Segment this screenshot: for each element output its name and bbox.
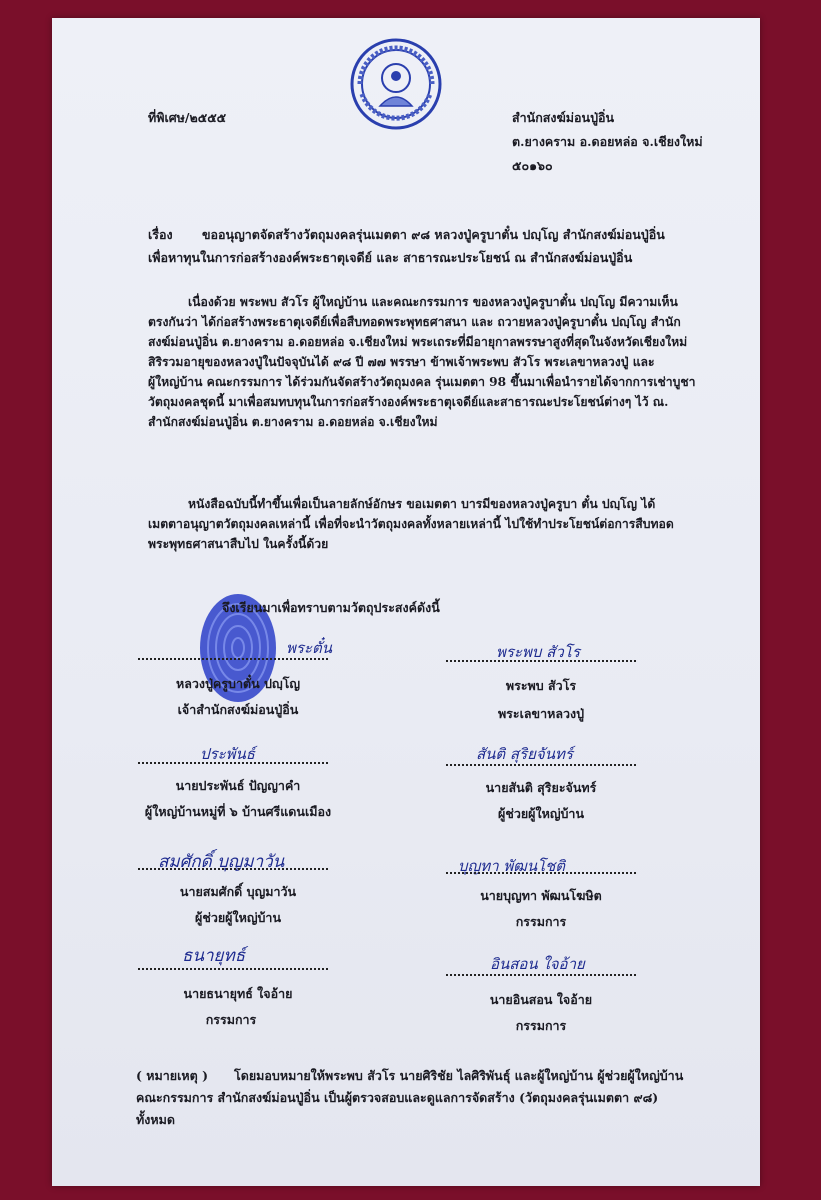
signature-line: [446, 764, 636, 766]
subject-line-1: ขออนุญาตจัดสร้างวัตถุมงคลรุ่นเมตตา ๙๘ หลวงปู่ครูบาตั๋น ปญฺโญ สำนักสงฆ์ม่อนปู่อิ่น: [202, 227, 665, 242]
body-paragraph-2: [148, 494, 674, 554]
paragraph-line: พระพุทธศาสนาสืบไป ในครั้งนี้ด้วย: [148, 537, 329, 551]
signature-4: สันติ สุริยจันทร์: [476, 745, 573, 763]
signature-8: อินสอน ใจอ้าย: [490, 955, 585, 973]
paragraph-line: ตรงกันว่า ได้ก่อสร้างพระธาตุเจดีย์เพื่อสืบทอดพระพุทธศาสนา และ ถวายหลวงปู่ครูบาตั๋น ปญฺโญ สำนัก: [148, 315, 681, 329]
signature-line: [446, 974, 636, 976]
paragraph-line: สำนักสงฆ์ม่อนปู่อิ่น ต.ยางคราม อ.ดอยหล่อ จ.เชียงใหม่: [148, 415, 438, 429]
body-paragraph-1: [148, 292, 695, 432]
signature-6: บุญทา พัฒนโชติ: [458, 857, 566, 875]
signer-title-3: ผู้ใหญ่บ้านหมู่ที่ ๖ บ้านศรีแดนเมือง: [144, 804, 332, 819]
signature-line: [138, 868, 328, 870]
note-line-1: โดยมอบหมายให้พระพบ สัวโร นายศิริชัย ไลศิริพันธุ์ และผู้ใหญ่บ้าน ผู้ช่วยผู้ใหญ่บ้าน: [234, 1068, 684, 1083]
paragraph-line: สงฆ์ม่อนปู่อิ่น ต.ยางคราม อ.ดอยหล่อ จ.เชียงใหม่ พระเถระที่มีอายุกาลพรรษาสูงที่สุดในจังหวัดเชียงใหม่: [148, 335, 688, 349]
closing-line: จึงเรียนมาเพื่อทราบตามวัตถุประสงค์ดังนี้: [222, 600, 440, 615]
signer-title-4: ผู้ช่วยผู้ใหญ่บ้าน: [498, 806, 584, 821]
paragraph-line: เนื่องด้วย พระพบ สัวโร ผู้ใหญ่บ้าน และคณะกรรมการ ของหลวงปู่ครูบาตั๋น ปญฺโญ มีความเห็น: [188, 295, 678, 309]
signature-line: [446, 660, 636, 662]
note-line-2: คณะกรรมการ สำนักสงฆ์ม่อนปู่อิ่น เป็นผู้ตรวจสอบและดูแลการจัดสร้าง (วัตถุมงคลรุ่นเมตตา ๙๘): [136, 1090, 659, 1105]
signature-line: [138, 762, 328, 764]
signer-name-5: นายสมศักดิ์ บุญมาวัน: [179, 884, 297, 899]
note-label: ( หมายเหตุ ): [136, 1068, 208, 1083]
signature-2: พระพบ สัวโร: [496, 643, 580, 661]
signature-5: สมศักดิ์ บุญมาวัน: [158, 852, 285, 872]
signer-title-2: พระเลขาหลวงปู่: [497, 706, 585, 721]
signer-name-3: นายประพันธ์ ปัญญาคำ: [175, 778, 301, 793]
signature-1: พระตั๋น: [286, 639, 332, 657]
paragraph-line: สิริรวมอายุของหลวงปู่ในปัจจุบันได้ ๙๘ ปี ๗๗ พรรษา ข้าพเจ้าพระพบ สัวโร พระเลขาหลวงปู่ และ: [148, 355, 655, 369]
signer-name-4: นายสันติ สุริยะจันทร์: [485, 780, 597, 795]
signer-name-2: พระพบ สัวโร: [505, 678, 577, 693]
office-name: สำนักสงฆ์ม่อนปู่อิ่น: [512, 110, 615, 125]
office-address: ต.ยางคราม อ.ดอยหล่อ จ.เชียงใหม่: [512, 134, 703, 149]
note-line-3: ทั้งหมด: [136, 1112, 175, 1127]
office-postcode: ๕๐๑๖๐: [512, 158, 553, 173]
signer-name-7: นายธนายุทธ์ ใจอ้าย: [183, 986, 293, 1001]
signer-title-8: กรรมการ: [515, 1018, 567, 1033]
reference-number: ที่พิเศษ/๒๕๕๕: [148, 110, 227, 125]
signer-name-6: นายบุญทา พัฒนโฆษิต: [480, 888, 602, 903]
subject-label: เรื่อง: [148, 227, 173, 242]
paragraph-line: วัตถุมงคลชุดนี้ มาเพื่อสมทบทุนในการก่อสร้างองค์พระธาตุเจดีย์และสาธารณะประโยชน์ต่างๆ ไว้ ณ.: [148, 395, 669, 409]
subject-line-2: เพื่อหาทุนในการก่อสร้างองค์พระธาตุเจดีย์ และ สาธารณะประโยชน์ ณ สำนักสงฆ์ม่อนปู่อิ่น: [148, 250, 633, 265]
signature-line: [138, 658, 328, 660]
paragraph-line: เมตตาอนุญาตวัตถุมงคลเหล่านี้ เพื่อที่จะนำวัตถุมงคลทั้งหลายเหล่านี้ ไปใช้ทำประโยชน์ต่อการสืบทอด: [148, 517, 674, 531]
signer-name-8: นายอินสอน ใจอ้าย: [489, 992, 593, 1007]
signature-7: ธนายุทธ์: [182, 946, 246, 966]
signer-name-1: หลวงปู่ครูบาตั๋น ปญฺโญ: [176, 676, 300, 691]
signer-title-7: กรรมการ: [205, 1012, 257, 1027]
signer-title-6: กรรมการ: [515, 914, 567, 929]
signature-line: [446, 872, 636, 874]
signature-line: [138, 968, 328, 970]
signer-title-5: ผู้ช่วยผู้ใหญ่บ้าน: [195, 910, 281, 925]
paragraph-line: ผู้ใหญ่บ้าน คณะกรรมการ ได้ร่วมกันจัดสร้างวัตถุมงคล รุ่นเมตตา 98 ขึ้นมาเพื่อนำรายได้จากการเช่าบูชา: [148, 375, 696, 389]
temple-seal-icon: [350, 38, 442, 130]
signature-3: ประพันธ์: [200, 745, 255, 763]
paragraph-line: หนังสือฉบับนี้ทำขึ้นเพื่อเป็นลายลักษ์อักษร ขอเมตตา บารมีของหลวงปู่ครูบา ตั๋น ปญฺโญ ได้: [188, 497, 656, 511]
signer-title-1: เจ้าสำนักสงฆ์ม่อนปู่อิ่น: [177, 702, 299, 717]
